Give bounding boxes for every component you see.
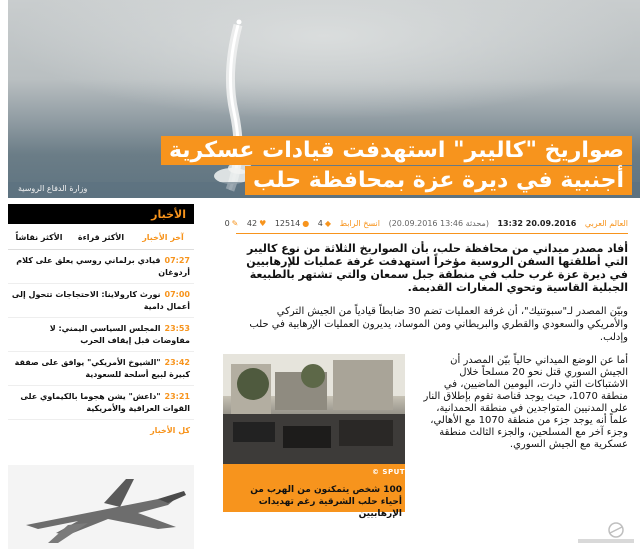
related-photo[interactable] [223, 354, 405, 464]
photo-source: © SPUTNIK [372, 468, 421, 476]
news-time: 23:53 [164, 324, 190, 333]
article-lead: أفاد مصدر ميداني من محافظة حلب، بأن الصواريخ الثلاثة من نوع كاليبر التي أطلقتها السفن الروسية مؤخراً استهدفت غرفة عمليات للإرهابيين في ديرة عزة غرب حلب في منطقة جبل سمعان والتي تشتهر بالطبيعة الجبلية القاسية وتحوي المغارات القديمة. [246, 242, 628, 294]
news-list [8, 250, 194, 420]
comments-count: 0 [224, 219, 230, 228]
tab-most-read[interactable]: الأكثر قراءة [77, 233, 125, 242]
news-item[interactable] [8, 386, 194, 420]
news-time: 07:27 [164, 256, 190, 265]
news-title: "داعش" يشن هجوما بالكيماوي على القوات العراقية والأمريكية [20, 392, 190, 413]
news-time: 23:21 [164, 392, 190, 401]
headline-line-2[interactable]: أجنبية في ديرة عزة بمحافظة حلب [245, 166, 632, 195]
views-count: 12514 [274, 219, 301, 228]
street-scene [223, 354, 405, 464]
news-sidebar [8, 204, 194, 441]
news-time: 07:00 [164, 290, 190, 299]
publish-date: 20.09.2016 13:32 [497, 219, 577, 228]
short-link[interactable]: انسخ الرابط [339, 219, 381, 228]
shares-count: 4 [317, 219, 323, 228]
updated-date: (محدثة 13:46 20.09.2016) [388, 219, 489, 228]
like-icon[interactable]: ♥ [259, 219, 267, 228]
news-item[interactable] [8, 318, 194, 352]
photo-caption[interactable]: 100 شخص يتمكنون من الهرب من أحياء حلب الشرقية رغم تهديدات الإرهابيين [250, 485, 402, 519]
tab-latest[interactable]: آخر الأخبار [142, 233, 184, 242]
news-title: "الشيوخ الأمريكي" يوافق على صفقة كبيرة لبيع أسلحة للسعودية [14, 358, 190, 379]
category-link[interactable]: العالم العربي [584, 219, 628, 228]
news-title: قيادي برلماني روسي يعلق على كلام أردوغان [16, 256, 190, 277]
watermark-logo-icon [574, 521, 636, 545]
views-icon: ● [302, 219, 310, 228]
news-title: المجلس السياسي اليمني: لا مفاوضات قبل إيقاف الحرب [49, 324, 190, 345]
news-item[interactable] [8, 284, 194, 318]
article-paragraph: أما عن الوضع الميداني حالياً بيّن المصدر أن الجيش السوري قتل نحو 20 مسلحاً خلال الاشتباكات التي دارت، اليومين الماضيين، في منطقة 1070، حيث يوجد قناصة تقوم بإطلاق النار على المدنيين المتواجدين في منطقة الحمدانية، علماً أنه يوجد جزء من منطقة 1070 مع الأهالي، وجزء آخر مع المسلحين، والجزء الثالث منطقة عسكرية مع الجيش السوري. [423, 355, 628, 450]
fighter-jet-banner[interactable] [8, 465, 194, 549]
divider [236, 233, 628, 234]
sidebar-header: الأخبار [8, 204, 194, 224]
likes-count: 42 [246, 219, 258, 228]
all-news-link[interactable]: كل الأخبار [150, 426, 190, 435]
news-item[interactable] [8, 250, 194, 284]
comment-icon[interactable]: ✎ [231, 219, 239, 228]
tab-most-discussed[interactable]: الأكثر نقاشاً [15, 233, 63, 242]
sidebar-tabs [8, 224, 194, 250]
share-icon[interactable]: ◆ [324, 219, 332, 228]
news-time: 23:42 [164, 358, 190, 367]
jet-icon [8, 465, 194, 549]
article-meta [224, 219, 628, 233]
news-title: نورث كارولاينا: الاحتجاجات تتحول إلى أعمال دامية [11, 290, 190, 311]
headline-line-1[interactable]: صواريخ "كاليبر" استهدفت قيادات عسكرية [161, 136, 632, 165]
article-paragraph: وبيّن المصدر لـ"سبوتنيك"، أن غرفة العمليات تضم 30 ضابطاً قيادياً من الجيش التركي والأمريكي والسعودي والقطري والبريطاني ومن الموساد، يديرون العمليات الإرهابية في حلب وإدلب. [249, 306, 628, 343]
news-item[interactable] [8, 352, 194, 386]
image-credit: وزارة الدفاع الروسية [18, 184, 88, 193]
